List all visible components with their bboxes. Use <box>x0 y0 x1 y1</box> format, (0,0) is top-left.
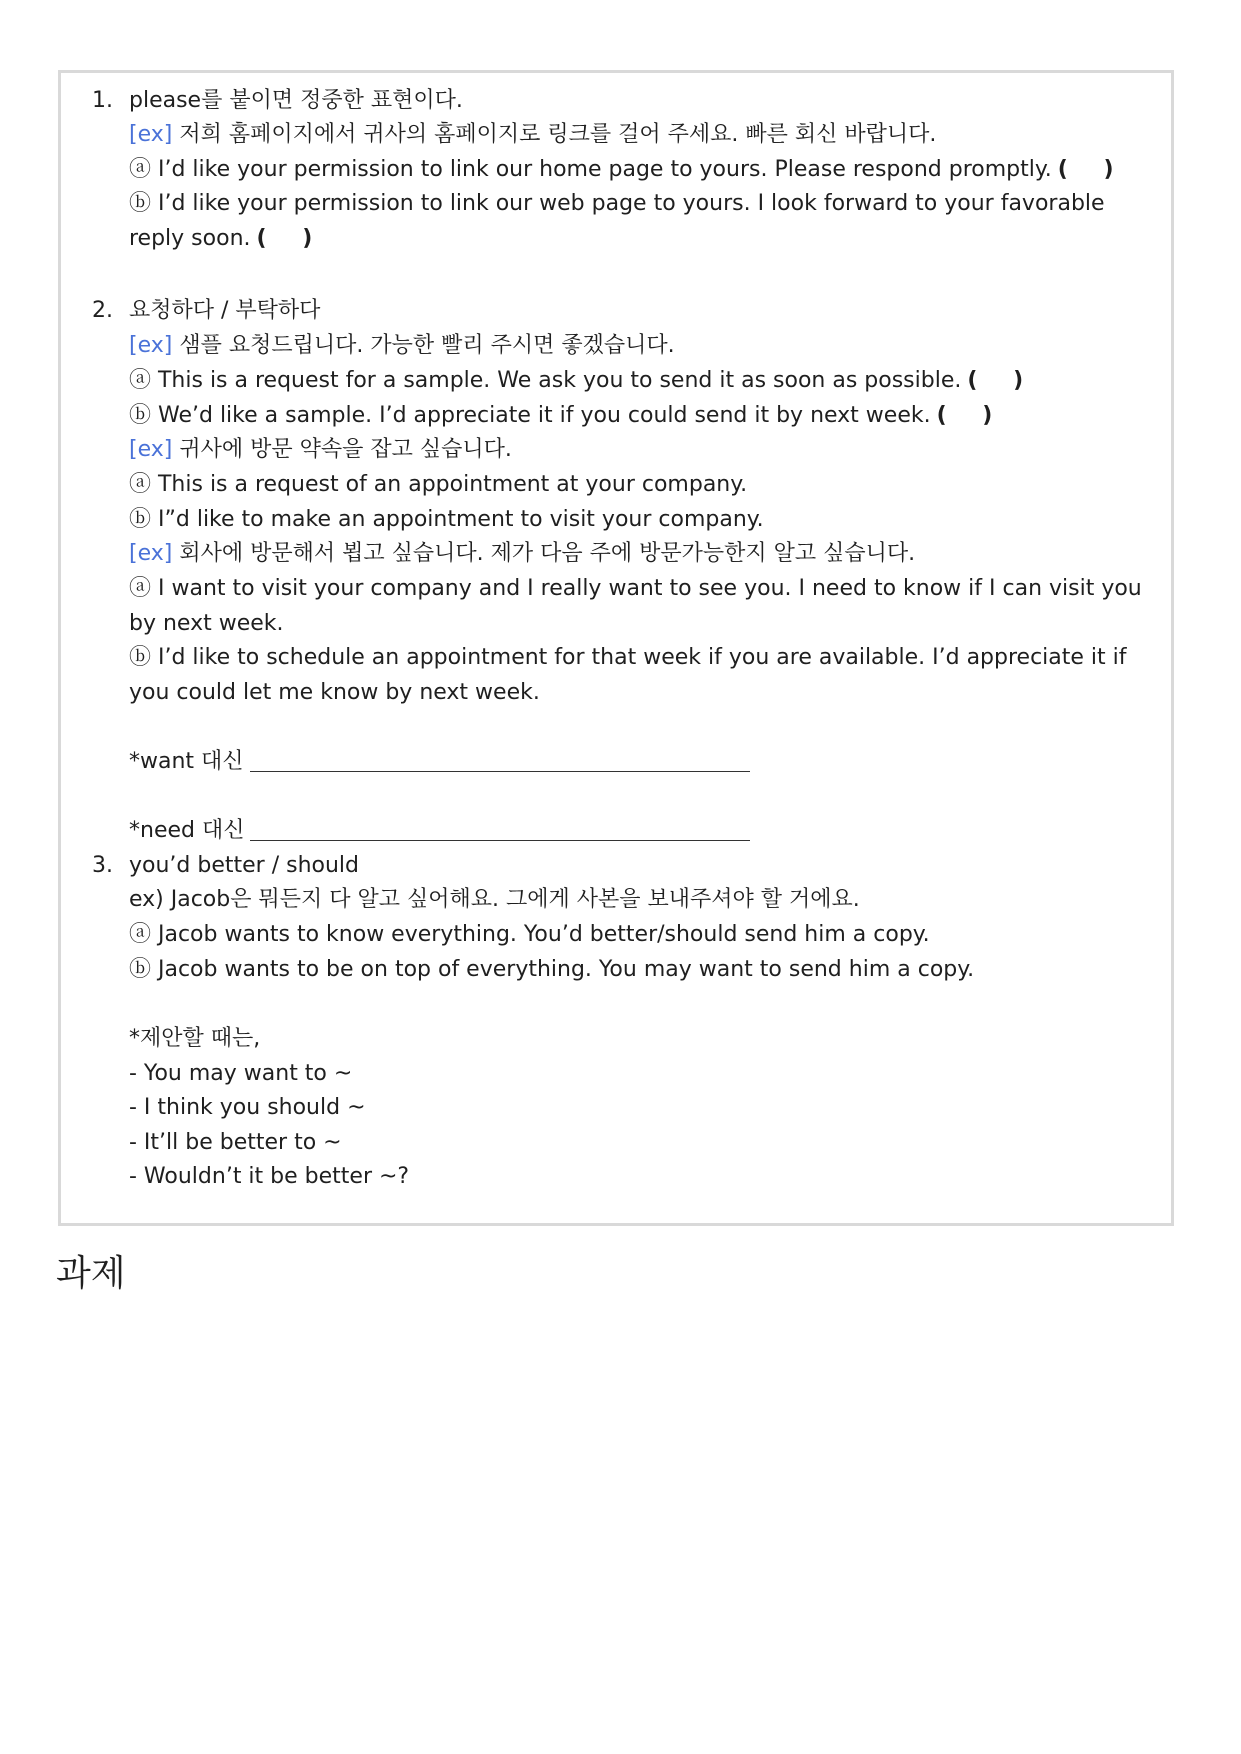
answer-blank[interactable] <box>250 818 750 841</box>
fill-in-label: *want 대신 <box>129 749 244 774</box>
example-line <box>129 120 936 150</box>
assignment-heading: 과제 <box>56 1253 126 1294</box>
option-line <box>129 366 1037 396</box>
fill-in-label: *need 대신 <box>129 818 245 843</box>
option-line <box>129 224 326 254</box>
option-line: ⓑ I’d like to schedule an appointment for that week if you are available. I’d appreciate it if <box>129 645 1127 670</box>
example-line <box>129 435 512 465</box>
option-text: ⓐ This is a request for a sample. We ask you to send it as soon as possible. <box>129 368 962 393</box>
option-line: ⓑ I’d like your permission to link our web page to yours. I look forward to your favorable <box>129 191 1105 216</box>
example-line <box>129 331 675 361</box>
answer-paren: ( ) <box>967 368 1038 393</box>
option-text: reply soon. <box>129 226 251 251</box>
option-line <box>129 155 1128 185</box>
example-text: 회사에 방문해서 뵙고 싶습니다. 제가 다음 주에 방문가능한지 알고 싶습니다. <box>172 541 916 566</box>
option-line: ⓑ I”d like to make an appointment to visit your company. <box>129 507 764 532</box>
answer-paren: ( ) <box>256 226 327 251</box>
fill-in-line <box>129 816 750 846</box>
answer-paren: ( ) <box>936 403 1007 428</box>
answer-paren: ( ) <box>1057 157 1128 182</box>
option-line: ⓐ Jacob wants to know everything. You’d better/should send him a copy. <box>129 922 930 947</box>
section-number: 3. <box>92 853 113 878</box>
section-number: 1. <box>92 88 113 113</box>
ex-tag: [ex] <box>129 333 173 358</box>
tip-heading: *제안할 때는, <box>129 1026 261 1051</box>
section-title: you’d better / should <box>129 853 359 878</box>
option-line: ⓑ Jacob wants to be on top of everything. You may want to send him a copy. <box>129 957 975 982</box>
answer-blank[interactable] <box>250 749 750 772</box>
tip-item: - Wouldn’t it be better ~? <box>129 1164 410 1189</box>
section-number: 2. <box>92 298 113 323</box>
option-line: you could let me know by next week. <box>129 680 540 705</box>
option-line: by next week. <box>129 611 284 636</box>
option-text: ⓑ We’d like a sample. I’d appreciate it if you could send it by next week. <box>129 403 931 428</box>
section-title: 요청하다 / 부탁하다 <box>129 298 321 323</box>
section-title: please를 붙이면 정중한 표현이다. <box>129 88 463 113</box>
option-line: ⓐ This is a request of an appointment at your company. <box>129 472 748 497</box>
tip-item: - It’ll be better to ~ <box>129 1130 342 1155</box>
example-line <box>129 539 915 569</box>
fill-in-line <box>129 747 750 777</box>
tip-item: - You may want to ~ <box>129 1061 353 1086</box>
option-line: ⓐ I want to visit your company and I really want to see you. I need to know if I can visit you <box>129 576 1142 601</box>
ex-tag: [ex] <box>129 122 173 147</box>
ex-tag: [ex] <box>129 437 173 462</box>
tip-item: - I think you should ~ <box>129 1095 366 1120</box>
ex-tag: [ex] <box>129 541 173 566</box>
option-text: ⓐ I’d like your permission to link our home page to yours. Please respond promptly. <box>129 157 1052 182</box>
example-line: ex) Jacob은 뭐든지 다 알고 싶어해요. 그에게 사본을 보내주셔야 할 거에요. <box>129 887 860 912</box>
example-text: 귀사에 방문 약속을 잡고 싶습니다. <box>172 437 512 462</box>
option-line <box>129 401 1006 431</box>
example-text: 샘플 요청드립니다. 가능한 빨리 주시면 좋겠습니다. <box>172 333 675 358</box>
example-text: 저희 홈페이지에서 귀사의 홈페이지로 링크를 걸어 주세요. 빠른 회신 바랍니다. <box>172 122 937 147</box>
